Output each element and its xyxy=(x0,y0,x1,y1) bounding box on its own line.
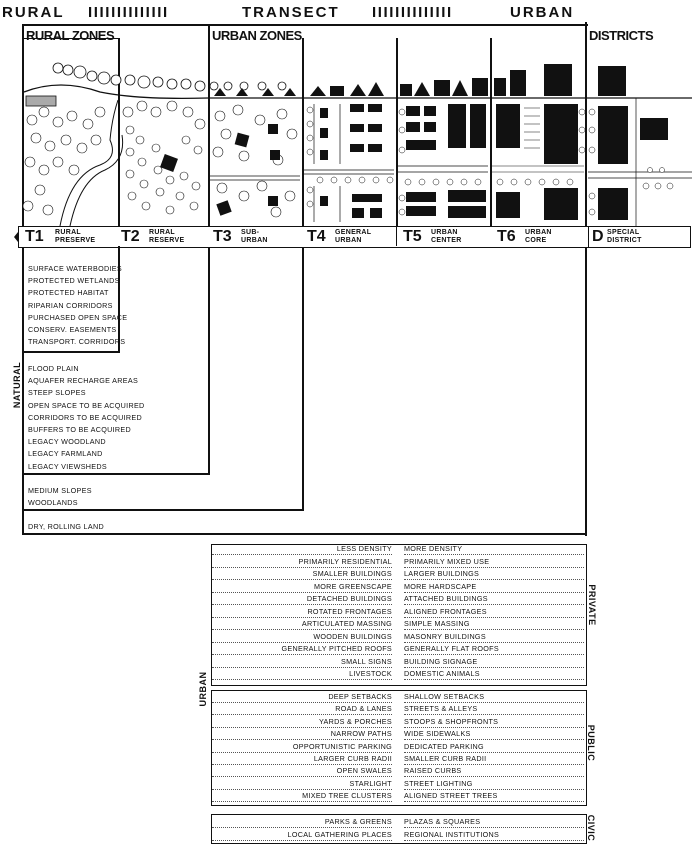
zone-t6-name2: CORE xyxy=(525,237,547,244)
banner-rural: RURAL xyxy=(2,4,65,21)
public-rural-trait: OPPORTUNISTIC PARKING xyxy=(212,741,392,753)
private-rural-trait: SMALL SIGNS xyxy=(212,656,392,668)
public-urban-trait: STOOPS & SHOPFRONTS xyxy=(404,716,584,728)
public-urban-trait: SHALLOW SETBACKS xyxy=(404,691,584,703)
natural-step-3 xyxy=(22,509,304,511)
public-urban-trait: STREET LIGHTING xyxy=(404,778,584,790)
public-row xyxy=(212,778,584,791)
private-row xyxy=(212,543,584,556)
private-rural-trait: LESS DENSITY xyxy=(212,543,392,555)
private-urban-trait: MASONRY BUILDINGS xyxy=(404,631,584,643)
natural-item: RIPARIAN CORRIDORS xyxy=(28,300,113,310)
private-label: PRIVATE xyxy=(587,584,597,626)
natural-item: MEDIUM SLOPES xyxy=(28,486,92,495)
districts-title: DISTRICTS xyxy=(589,28,654,43)
public-urban-trait: RAISED CURBS xyxy=(404,765,584,777)
civic-row xyxy=(212,816,584,829)
urban-label: URBAN xyxy=(198,671,208,707)
rural-zones-title: RURAL ZONES xyxy=(26,28,115,43)
natural-item: TRANSPORT. CORRIDORS xyxy=(28,337,126,347)
private-row xyxy=(212,556,584,569)
private-rural-trait: DETACHED BUILDINGS xyxy=(212,593,392,605)
private-urban-trait: BUILDING SIGNAGE xyxy=(404,656,584,668)
natural-item: PURCHASED OPEN SPACE xyxy=(28,312,128,322)
zone-t4-name2: URBAN xyxy=(335,237,362,244)
public-rural-trait: LARGER CURB RADII xyxy=(212,753,392,765)
zone-t6-code: T6 xyxy=(497,228,516,245)
private-rural-trait: SMALLER BUILDINGS xyxy=(212,568,392,580)
private-urban-trait: ALIGNED FRONTAGES xyxy=(404,606,584,618)
private-row xyxy=(212,618,584,631)
natural-item: LEGACY FARMLAND xyxy=(28,449,103,459)
civic-row xyxy=(212,829,584,842)
public-rural-trait: NARROW PATHS xyxy=(212,728,392,740)
zone-t1-name1: RURAL xyxy=(55,229,81,236)
private-row xyxy=(212,643,584,656)
private-row xyxy=(212,593,584,606)
private-urban-trait: MORE HARDSCAPE xyxy=(404,581,584,593)
public-rural-trait: OPEN SWALES xyxy=(212,765,392,777)
natural-item: CONSERV. EASEMENTS xyxy=(28,325,117,335)
natural-item: LEGACY VIEWSHEDS xyxy=(28,461,107,471)
private-rural-trait: LIVESTOCK xyxy=(212,668,392,680)
private-rural-trait: ARTICULATED MASSING xyxy=(212,618,392,630)
natural-item: FLOOD PLAIN xyxy=(28,364,79,373)
public-rural-trait: YARDS & PORCHES xyxy=(212,716,392,728)
public-label: PUBLIC xyxy=(586,724,596,762)
zone-t2-code: T2 xyxy=(121,228,140,245)
private-row xyxy=(212,606,584,619)
private-urban-trait: ATTACHED BUILDINGS xyxy=(404,593,584,605)
zone-t1-name2: PRESERVE xyxy=(55,237,96,244)
natural-step-2 xyxy=(22,473,210,475)
public-urban-trait: STREETS & ALLEYS xyxy=(404,703,584,715)
natural-item: STEEP SLOPES xyxy=(28,388,86,398)
public-row xyxy=(212,753,584,766)
civic-urban-trait: PLAZAS & SQUARES xyxy=(404,816,584,828)
public-row xyxy=(212,728,584,741)
public-row xyxy=(212,741,584,754)
urban-zones-title: URBAN ZONES xyxy=(212,28,302,43)
banner-transect: TRANSECT xyxy=(242,4,340,21)
private-rural-trait: PRIMARILY RESIDENTIAL xyxy=(212,556,392,568)
public-rural-trait: STARLIGHT xyxy=(212,778,392,790)
public-urban-trait: DEDICATED PARKING xyxy=(404,741,584,753)
civic-rural-trait: PARKS & GREENS xyxy=(212,816,392,828)
zone-d-name2: DISTRICT xyxy=(607,237,642,244)
zone-t1-code: T1 xyxy=(25,228,44,245)
civic-urban-trait: REGIONAL INSTITUTIONS xyxy=(404,829,584,841)
civic-label: CIVIC xyxy=(586,814,596,842)
private-row xyxy=(212,656,584,669)
public-rural-trait: DEEP SETBACKS xyxy=(212,691,392,703)
zone-d-code: D xyxy=(592,228,604,245)
public-urban-trait: WIDE SIDEWALKS xyxy=(404,728,584,740)
civic-rural-trait: LOCAL GATHERING PLACES xyxy=(212,829,392,841)
public-row xyxy=(212,790,584,803)
natural-item: DRY, ROLLING LAND xyxy=(28,522,104,531)
zone-t4-name1: GENERAL xyxy=(335,229,372,236)
banner-urban: URBAN xyxy=(510,4,575,21)
top-border xyxy=(22,24,588,26)
zone-t4-code: T4 xyxy=(307,228,326,245)
natural-item: SURFACE WATERBODIES xyxy=(28,264,122,273)
natural-group-1 xyxy=(28,263,127,348)
natural-item: PROTECTED HABITAT xyxy=(28,288,109,298)
private-urban-trait: SIMPLE MASSING xyxy=(404,618,584,630)
public-rural-trait: MIXED TREE CLUSTERS xyxy=(212,790,392,802)
public-row xyxy=(212,691,584,704)
natural-group-3 xyxy=(28,485,92,509)
zone-t2-name2: RESERVE xyxy=(149,237,185,244)
natural-group-2 xyxy=(28,363,145,473)
natural-step-1 xyxy=(22,351,120,353)
private-row xyxy=(212,568,584,581)
zone-t5-code: T5 xyxy=(403,228,422,245)
public-rural-trait: ROAD & LANES xyxy=(212,703,392,715)
public-urban-trait: ALIGNED STREET TREES xyxy=(404,790,584,802)
private-urban-trait: PRIMARILY MIXED USE xyxy=(404,556,584,568)
natural-label: NATURAL xyxy=(12,361,22,409)
natural-group-4 xyxy=(28,521,104,533)
t5-bar-divider xyxy=(396,226,397,246)
zone-t3-code: T3 xyxy=(213,228,232,245)
natural-item: BUFFERS TO BE ACQUIRED xyxy=(28,425,131,435)
private-urban-trait: LARGER BUILDINGS xyxy=(404,568,584,580)
natural-item: AQUAFER RECHARGE AREAS xyxy=(28,376,139,386)
private-rural-trait: ROTATED FRONTAGES xyxy=(212,606,392,618)
natural-step-4 xyxy=(22,533,587,535)
public-row xyxy=(212,716,584,729)
private-row xyxy=(212,631,584,644)
zone-d-name1: SPECIAL xyxy=(607,229,640,236)
private-row xyxy=(212,668,584,681)
natural-item: LEGACY WOODLAND xyxy=(28,437,106,447)
private-rural-trait: WOODEN BUILDINGS xyxy=(212,631,392,643)
natural-item: PROTECTED WETLANDS xyxy=(28,276,120,286)
transect-illustration xyxy=(22,40,692,226)
zone-t3-name1: SUB- xyxy=(241,229,260,236)
private-urban-trait: GENERALLY FLAT ROOFS xyxy=(404,643,584,655)
private-rural-trait: GENERALLY PITCHED ROOFS xyxy=(212,643,392,655)
natural-item: WOODLANDS xyxy=(28,498,78,508)
zone-t2-name1: RURAL xyxy=(149,229,175,236)
natural-item: CORRIDORS TO BE ACQUIRED xyxy=(28,412,142,422)
banner-bars-left: IIIIIIIIIIIIII xyxy=(88,4,169,21)
zone-t5-name1: URBAN xyxy=(431,229,458,236)
zone-d[interactable] xyxy=(587,226,691,248)
zone-t5-name2: CENTER xyxy=(431,237,462,244)
banner-bars-right: IIIIIIIIIIIIII xyxy=(372,4,453,21)
zone-t6-name1: URBAN xyxy=(525,229,552,236)
private-urban-trait: DOMESTIC ANIMALS xyxy=(404,668,584,680)
natural-item: OPEN SPACE TO BE ACQUIRED xyxy=(28,400,145,410)
zone-bar xyxy=(18,226,589,248)
public-row xyxy=(212,703,584,716)
zone-t3-name2: URBAN xyxy=(241,237,268,244)
public-row xyxy=(212,765,584,778)
private-urban-trait: MORE DENSITY xyxy=(404,543,584,555)
private-row xyxy=(212,581,584,594)
public-urban-trait: SMALLER CURB RADII xyxy=(404,753,584,765)
transect-banner xyxy=(2,4,690,22)
private-rural-trait: MORE GREENSCAPE xyxy=(212,581,392,593)
